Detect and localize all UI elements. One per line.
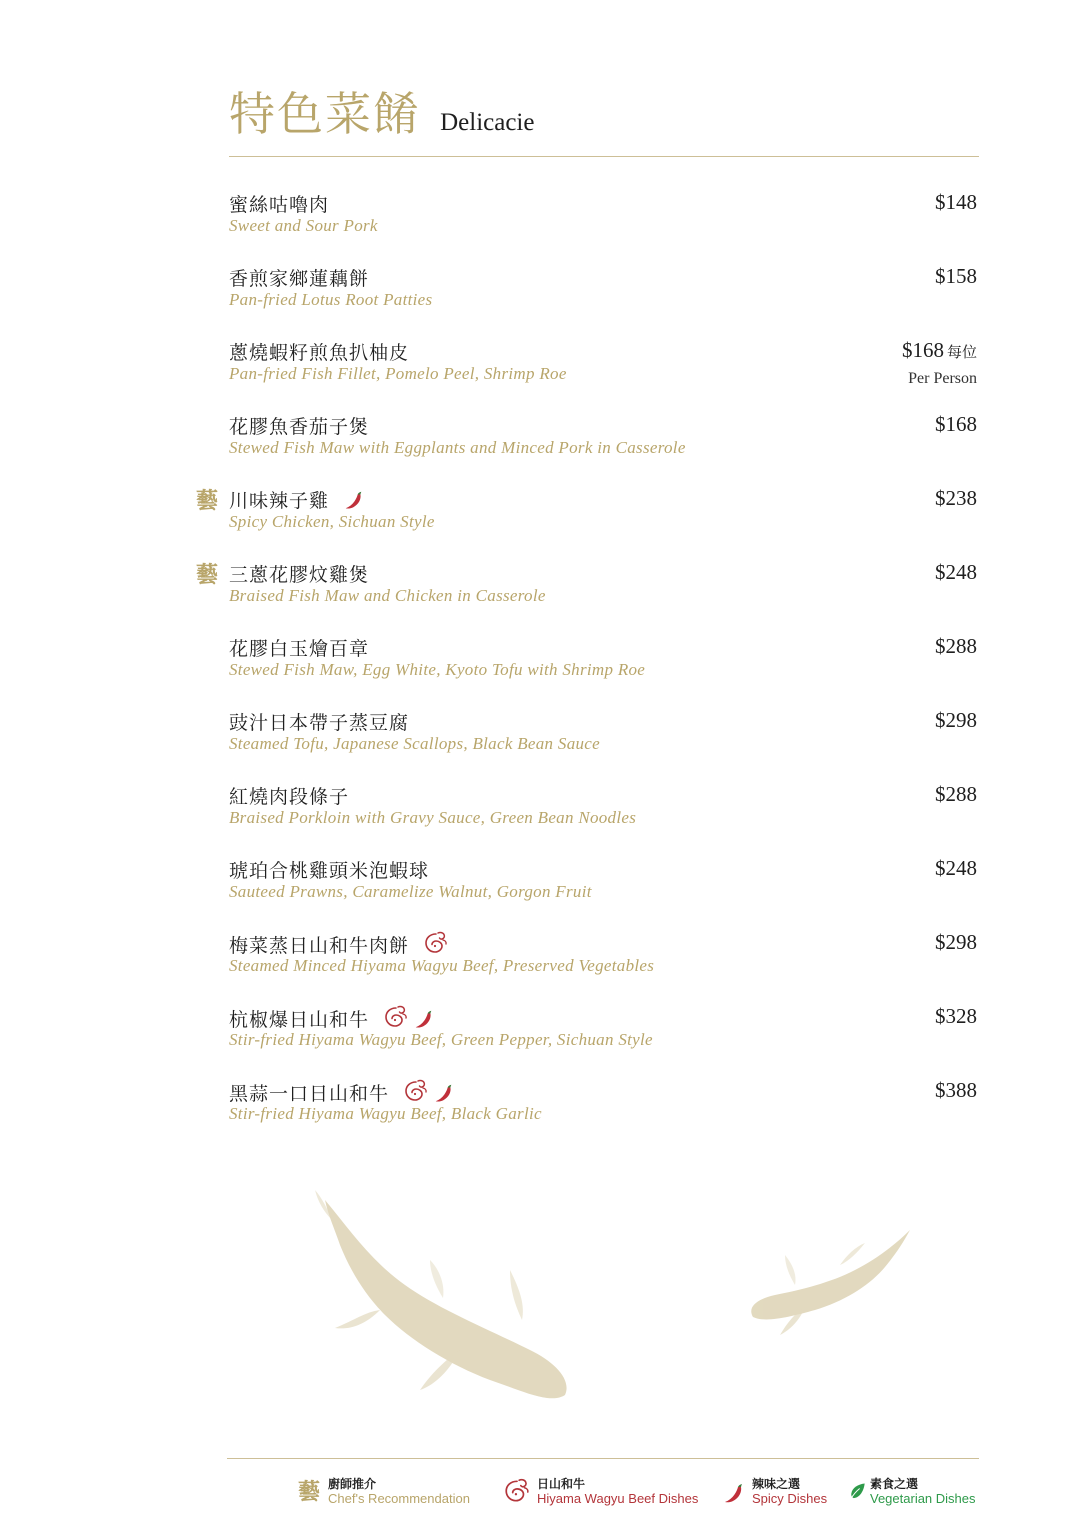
dish-name-zh <box>229 338 409 365</box>
dish-name-zh-text: 黑蒜一口日山和牛 <box>229 1083 390 1105</box>
menu-item <box>0 186 1080 260</box>
legend-label-zh: 日山和牛 <box>537 1477 586 1491</box>
price-value: $248 <box>935 856 977 880</box>
price-value: $298 <box>935 930 977 954</box>
legend-label-zh: 素食之選 <box>870 1477 919 1491</box>
dish-name-en: Stewed Fish Maw with Eggplants and Minced Pork in Casserole <box>229 438 686 457</box>
dish-price <box>935 412 977 437</box>
leaf-icon <box>848 1481 868 1505</box>
menu-item <box>0 630 1080 704</box>
dish-name-en: Stir-fried Hiyama Wagyu Beef, Green Pepper, Sichuan Style <box>229 1030 653 1049</box>
menu-item <box>0 778 1080 852</box>
price-value: $288 <box>935 782 977 806</box>
dish-name-en: Stewed Fish Maw, Egg White, Kyoto Tofu with Shrimp Roe <box>229 660 646 679</box>
dish-name-zh-text: 蜜絲咕嚕肉 <box>229 194 330 216</box>
dish-price <box>935 486 977 511</box>
dish-name-en: Spicy Chicken, Sichuan Style <box>229 512 435 531</box>
dish-name-en: Sauteed Prawns, Caramelize Walnut, Gorgon Fruit <box>229 882 592 901</box>
price-unit-en: Per Person <box>908 370 977 387</box>
menu-item <box>0 334 1080 408</box>
price-value: $168 <box>901 338 944 362</box>
koi-fish-right-illustration <box>745 1225 915 1345</box>
dish-price <box>935 930 977 955</box>
chili-icon <box>433 1082 455 1104</box>
chef-recommendation-icon: 藝 <box>196 488 219 514</box>
menu-item <box>0 260 1080 334</box>
price-value: $158 <box>935 264 977 288</box>
dish-name-en: Steamed Minced Hiyama Wagyu Beef, Preserved Vegetables <box>229 956 655 975</box>
chef-recommendation-icon: 藝 <box>196 562 219 588</box>
price-value: $388 <box>935 1078 977 1102</box>
chili-icon <box>722 1481 746 1509</box>
dish-name-zh <box>229 856 429 883</box>
legend-label-en: Chef's Recommendation <box>328 1491 470 1506</box>
dish-name-zh <box>229 412 369 439</box>
dish-name-zh <box>229 560 369 587</box>
dish-price <box>935 782 977 807</box>
chili-icon <box>413 1008 435 1030</box>
dish-name-zh-text: 花膠魚香茄子煲 <box>229 416 370 438</box>
menu-item <box>0 408 1080 482</box>
chili-icon <box>722 1481 746 1505</box>
dish-price <box>935 1078 977 1103</box>
dish-price <box>935 708 977 733</box>
dish-name-zh-text: 三蔥花膠炆雞煲 <box>229 564 370 586</box>
dish-price <box>935 634 977 659</box>
dish-name-en: Braised Fish Maw and Chicken in Casserole <box>229 586 546 605</box>
menu-item <box>0 1074 1080 1148</box>
chili-icon <box>343 489 365 511</box>
price-value: $148 <box>935 190 977 214</box>
dish-name-en: Steamed Tofu, Japanese Scallops, Black Bean Sauce <box>229 734 600 753</box>
page-title-zh: 特色菜餚 <box>229 87 421 141</box>
price-value: $288 <box>935 634 977 658</box>
menu-item <box>0 926 1080 1000</box>
koi-fish-left-illustration <box>310 1190 590 1410</box>
wagyu-icon <box>503 1477 531 1509</box>
header-divider <box>229 156 979 157</box>
footer-divider <box>227 1458 979 1459</box>
dish-price <box>935 560 977 585</box>
legend-label-en: Vegetarian Dishes <box>870 1491 976 1506</box>
menu-item <box>0 1000 1080 1074</box>
dish-price <box>935 1004 977 1029</box>
dish-price <box>902 338 977 363</box>
wagyu-icon <box>423 930 449 956</box>
dish-name-zh <box>229 634 369 661</box>
wagyu-icon <box>503 1477 531 1505</box>
dish-name-zh <box>229 190 329 217</box>
dish-name-en: Stir-fried Hiyama Wagyu Beef, Black Garlic <box>229 1104 542 1123</box>
dish-price <box>935 190 977 215</box>
dish-name-zh-text: 川味辣子雞 <box>229 490 330 512</box>
legend-label-en: Spicy Dishes <box>752 1491 828 1506</box>
dish-price <box>935 856 977 881</box>
price-unit-zh: 每位 <box>946 343 977 361</box>
dish-name-zh-text: 豉汁日本帶子蒸豆腐 <box>229 712 410 734</box>
dish-name-zh <box>229 782 349 809</box>
dish-name-zh-text: 梅菜蒸日山和牛肉餅 <box>229 935 410 957</box>
leaf-icon <box>848 1481 868 1501</box>
dish-name-zh <box>229 264 369 291</box>
dish-name-zh-text: 杭椒爆日山和牛 <box>229 1009 370 1031</box>
dish-name-zh-text: 香煎家鄉蓮藕餅 <box>229 268 370 290</box>
wagyu-icon <box>383 1004 409 1030</box>
dish-name-en: Sweet and Sour Pork <box>229 216 378 235</box>
dish-name-en: Braised Porkloin with Gravy Sauce, Green Bean Noodles <box>229 808 637 827</box>
price-value: $168 <box>935 412 977 436</box>
chef-mark-icon: 藝 <box>298 1479 321 1505</box>
dish-name-zh-text: 紅燒肉段條子 <box>229 786 350 808</box>
price-value: $248 <box>935 560 977 584</box>
legend-label-en: Hiyama Wagyu Beef Dishes <box>537 1491 699 1506</box>
price-value: $298 <box>935 708 977 732</box>
legend-label-zh: 辣味之選 <box>752 1477 801 1491</box>
menu-item <box>0 704 1080 778</box>
price-value: $238 <box>935 486 977 510</box>
legend-label-zh: 廚師推介 <box>328 1477 377 1491</box>
price-value: $328 <box>935 1004 977 1028</box>
menu-item <box>0 852 1080 926</box>
dish-name-zh <box>229 708 409 735</box>
menu-item <box>0 556 1080 630</box>
dish-price <box>935 264 977 289</box>
page-title-en: Delicacie <box>440 109 535 136</box>
wagyu-icon <box>403 1078 429 1104</box>
dish-name-zh-text: 琥珀合桃雞頭米泡蝦球 <box>229 860 430 882</box>
dish-name-zh-text: 花膠白玉燴百章 <box>229 638 370 660</box>
dish-name-en: Pan-fried Lotus Root Patties <box>229 290 433 309</box>
menu-item <box>0 482 1080 556</box>
dish-name-en: Pan-fried Fish Fillet, Pomelo Peel, Shrimp Roe <box>229 364 567 383</box>
page-header <box>229 78 534 144</box>
dish-name-zh-text: 蔥燒蝦籽煎魚扒柚皮 <box>229 342 410 364</box>
